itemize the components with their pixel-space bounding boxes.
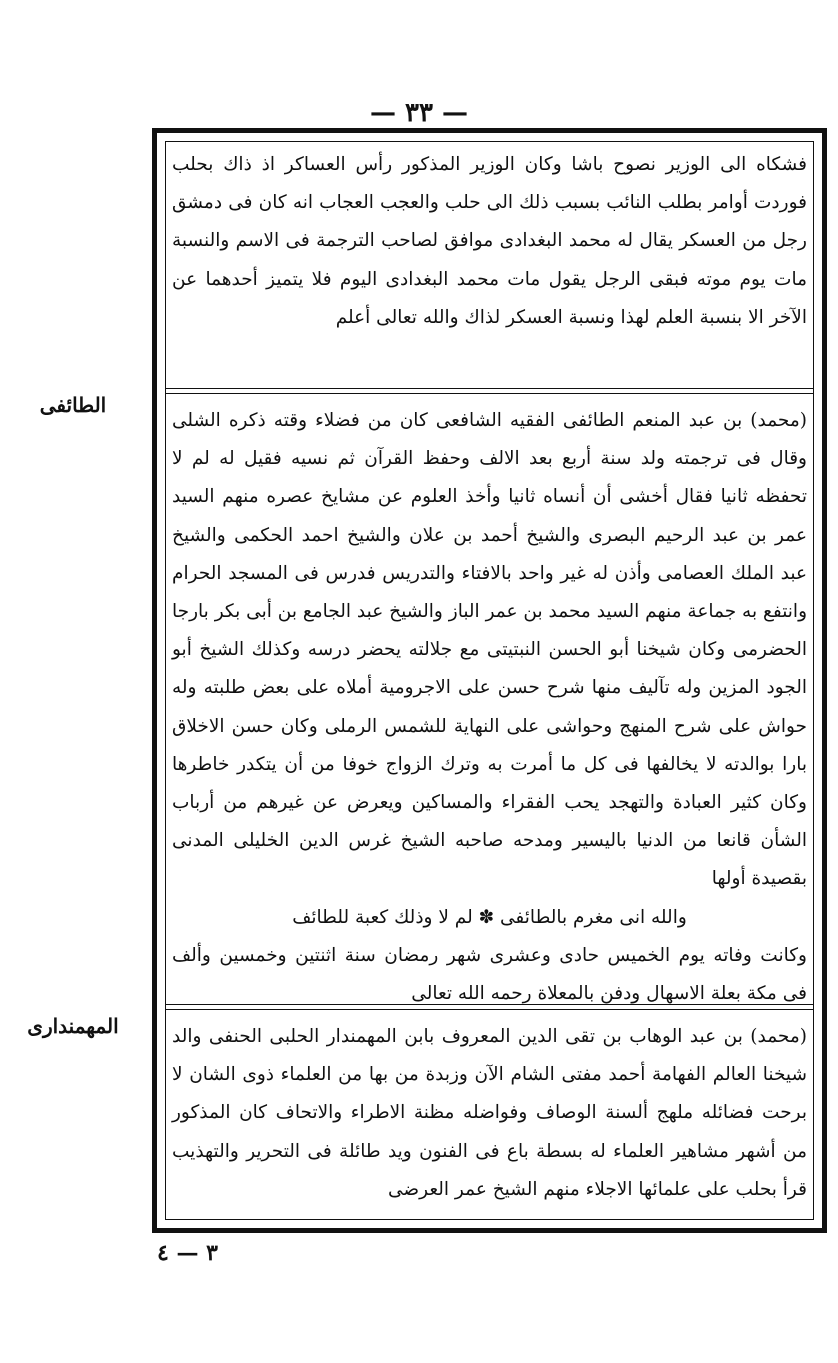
page-border (152, 128, 827, 1233)
poem-verse: والله انى مغرم بالطائفى ✽ لم لا وذلك كعبة للطائف (292, 906, 687, 928)
page-number: — ٣٣ — (369, 98, 469, 128)
entry-continuation (172, 146, 807, 337)
margin-label-mihmandari: المهمندارى (27, 1014, 119, 1038)
entry-paragraph: وكانت وفاته يوم الخميس حادى وعشرى شهر رمضان سنة اثنتين وخمسين وألف فى مكة بعلة الاسهال ودفن بالمعلاة رحمه الله تعالى (172, 944, 807, 1005)
entry-paragraph: فشكاه الى الوزير نصوح باشا وكان الوزير المذكور رأس العساكر اذ ذاك بحلب فوردت أوامر بطلب النائب بسبب ذلك الى حلب والعجب العجاب انه كان فى دمشق رجل من العسكر يقال له محمد البغدادى موافق لصاحب الترجمة فى الاسم والنسبة مات يوم موته فبقى الرجل يقول مات محمد البغدادى اليوم فلا يتميز أحدهما عن الآخر الا بنسبة العلم لهذا ونسبة العسكر لذاك والله تعالى أعلم (172, 154, 807, 328)
entry-divider (166, 1004, 813, 1010)
entry-divider (166, 388, 813, 394)
entry-paragraph: (محمد) بن عبد الوهاب بن تقى الدين المعروف بابن المهمندار الحلبى الحنفى والد شيخنا العالم الفهامة أحمد مفتى الشام الآن وزبدة من بها من العلماء ذوى الشان لا برحت فضائله ملهج ألسنة الوصاف وفواضله مظنة الاطراء والاتحاف كان المذكور من أشهر مشاهير العلماء له بسطة باع فى الفنون ويد طائلة فى التحرير والتهذيب قرأ بحلب على علمائها الاجلاء منهم الشيخ عمر العرضى (172, 1026, 807, 1200)
entry-taifi (172, 402, 807, 1013)
text-frame (165, 141, 814, 1220)
signature-mark: ٣ — ٤ (157, 1240, 218, 1266)
margin-label-taifi: الطائفى (39, 393, 107, 417)
entry-mihmandari (172, 1018, 807, 1209)
entry-paragraph: (محمد) بن عبد المنعم الطائفى الفقيه الشافعى كان من فضلاء وقته ذكره الشلى وقال فى ترجمته ولد سنة أربع بعد الالف وحفظ القرآن ثم نسيه فقيل له لم لا تحفظه ثانيا فقال أخشى أن أنساه ثانيا وأخذ العلوم عن مشايخ عصره منهم السيد عمر بن عبد الرحيم البصرى والشيخ أحمد بن علان والشيخ احمد الحكمى والشيخ عبد الملك العصامى وأذن له غير واحد بالافتاء والتدريس فدرس فى المسجد الحرام وانتفع به جماعة منهم السيد محمد بن عمر الباز والشيخ عبد الجامع بن أبى بكر بارجا الحضرمى وكان شيخنا أبو الحسن النبتيتى مع جلالته يحضر درسه وكذلك الشيخ أبو الجود المزين وله تآليف منها شرح حسن على الاجرومية أملاه على بعض طلبته وله حواش على شرح المنهج وحواشى على النهاية للشمس الرملى وكان حسن الاخلاق بارا بوالدته لا يخالفها فى كل ما أمرت به وترك الزواج خوفا من أن يتكدر خاطرها وكان كثير العبادة والتهجد يحب الفقراء والمساكين ويعرض عن غيرهم من أرباب الشأن قانعا من الدنيا باليسير ومدحه صاحبه الشيخ غرس الدين الخليلى المدنى بقصيدة أولها (172, 410, 807, 890)
